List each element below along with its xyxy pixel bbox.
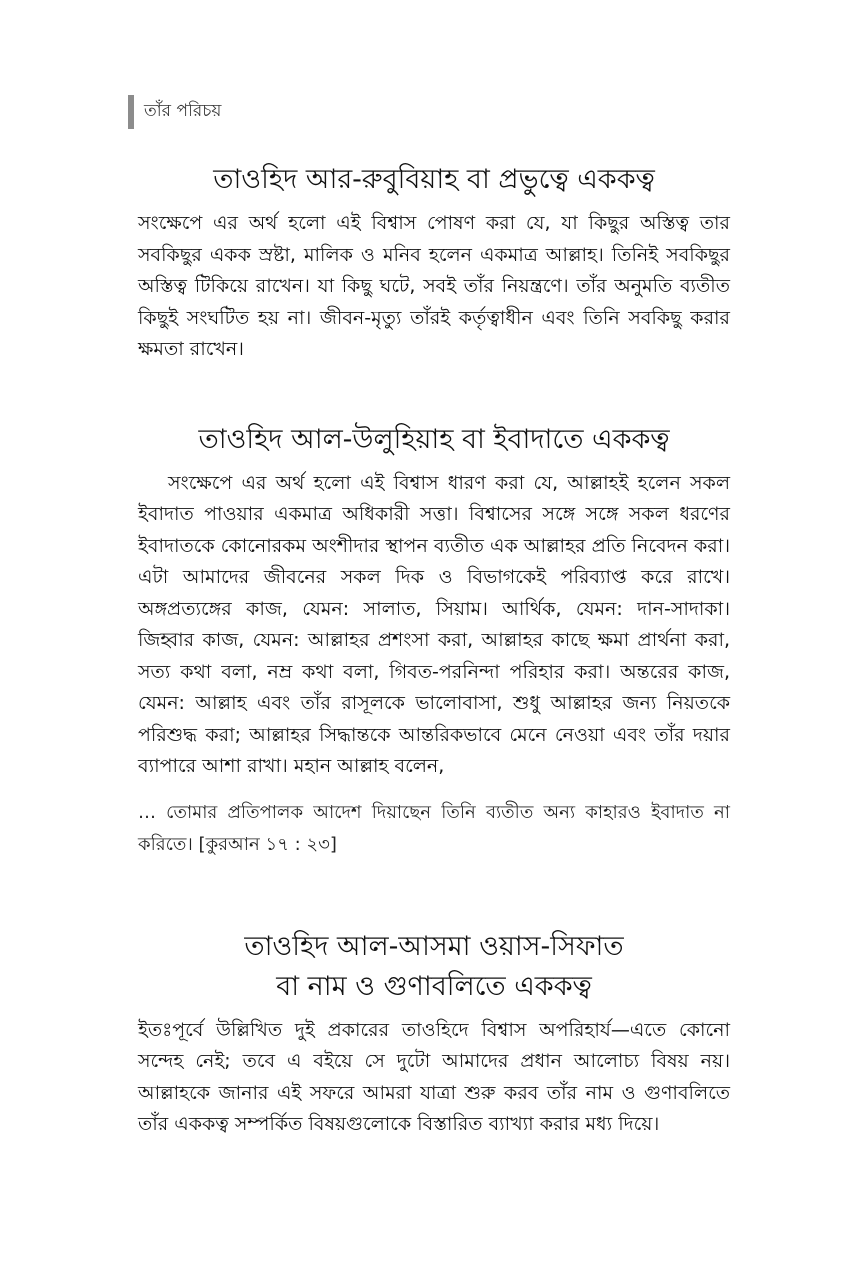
running-header-title: তাঁর পরিচয়	[144, 101, 222, 121]
section-spacer	[138, 861, 730, 927]
section-title-line-2: বা নাম ও গুণাবলিতে এককত্ব	[276, 970, 592, 1002]
section-uluhiyyah	[138, 420, 730, 861]
section-paragraph: সংক্ষেপে এর অর্থ হলো এই বিশ্বাস পোষণ করা যে, যা কিছুর অস্তিত্ব তার সবকিছুর একক স্রষ্টা, মালিক ও মনিব হলেন একমাত্র আল্লাহ। তিনিই সবকিছুর অস্তিত্ব টিকিয়ে রাখেন। যা কিছু ঘটে, সবই তাঁর নিয়ন্ত্রণে। তাঁর অনুমতি ব্যতীত কিছুই সংঘটিত হয় না। জীবন-মৃত্যু তাঁরই কর্তৃত্বাধীন এবং তিনি সবকিছু করার ক্ষমতা রাখেন।	[138, 212, 730, 360]
quran-quote: … তোমার প্রতিপালক আদেশ দিয়াছেন তিনি ব্যতীত অন্য কাহারও ইবাদাত না করিতে। [কুরআন ১৭ : ২৩]	[138, 801, 730, 855]
section-title-line-1: তাওহিদ আল-আসমা ওয়াস-সিফাত	[244, 930, 624, 962]
section-title	[138, 927, 730, 1007]
running-header	[128, 95, 221, 129]
section-title: তাওহিদ আর-রুবুবিয়াহ বা প্রভুত্বে এককত্ব	[213, 164, 655, 195]
page-content	[138, 160, 730, 1141]
section-asma-wa-sifat	[138, 927, 730, 1141]
section-spacer	[138, 366, 730, 420]
section-title: তাওহিদ আল-উলুহিয়াহ বা ইবাদাতে এককত্ব	[198, 423, 670, 455]
section-rububiyyah	[138, 160, 730, 366]
section-paragraph: সংক্ষেপে এর অর্থ হলো এই বিশ্বাস ধারণ করা যে, আল্লাহই হলেন সকল ইবাদাত পাওয়ার একমাত্র অধিকারী সত্তা। বিশ্বাসের সঙ্গে সঙ্গে সকল ধরণের ইবাদাতকে কোনোরকম অংশীদার স্থাপন ব্যতীত এক আল্লাহর প্রতি নিবেদন করা। এটা আমাদের জীবনের সকল দিক ও বিভাগকেই পরিব্যাপ্ত করে রাখে। অঙ্গপ্রত্যঙ্গের কাজ, যেমন: সালাত, সিয়াম। আর্থিক, যেমন: দান-সাদাকা। জিহ্বার কাজ, যেমন: আল্লাহর প্রশংসা করা, আল্লাহর কাছে ক্ষমা প্রার্থনা করা, সত্য কথা বলা, নম্র কথা বলা, গিবত-পরনিন্দা পরিহার করা। অন্তরের কাজ, যেমন: আল্লাহ এবং তাঁর রাসূলকে ভালোবাসা, শুধু আল্লাহর জন্য নিয়তকে পরিশুদ্ধ করা; আল্লাহর সিদ্ধান্তকে আন্তরিকভাবে মেনে নেওয়া এবং তাঁর দয়ার ব্যাপারে আশা রাখা। মহান আল্লাহ বলেন,	[138, 471, 730, 777]
section-paragraph: ইতঃপূর্বে উল্লিখিত দুই প্রকারের তাওহিদে বিশ্বাস অপরিহার্য—এতে কোনো সন্দেহ নেই; তবে এ বইয়ে সে দুটো আমাদের প্রধান আলোচ্য বিষয় নয়। আল্লাহকে জানার এই সফরে আমরা যাত্রা শুরু করব তাঁর নাম ও গুণাবলিতে তাঁর এককত্ব সম্পর্কিত বিষয়গুলোকে বিস্তারিত ব্যাখ্যা করার মধ্য দিয়ে।	[138, 1018, 730, 1135]
